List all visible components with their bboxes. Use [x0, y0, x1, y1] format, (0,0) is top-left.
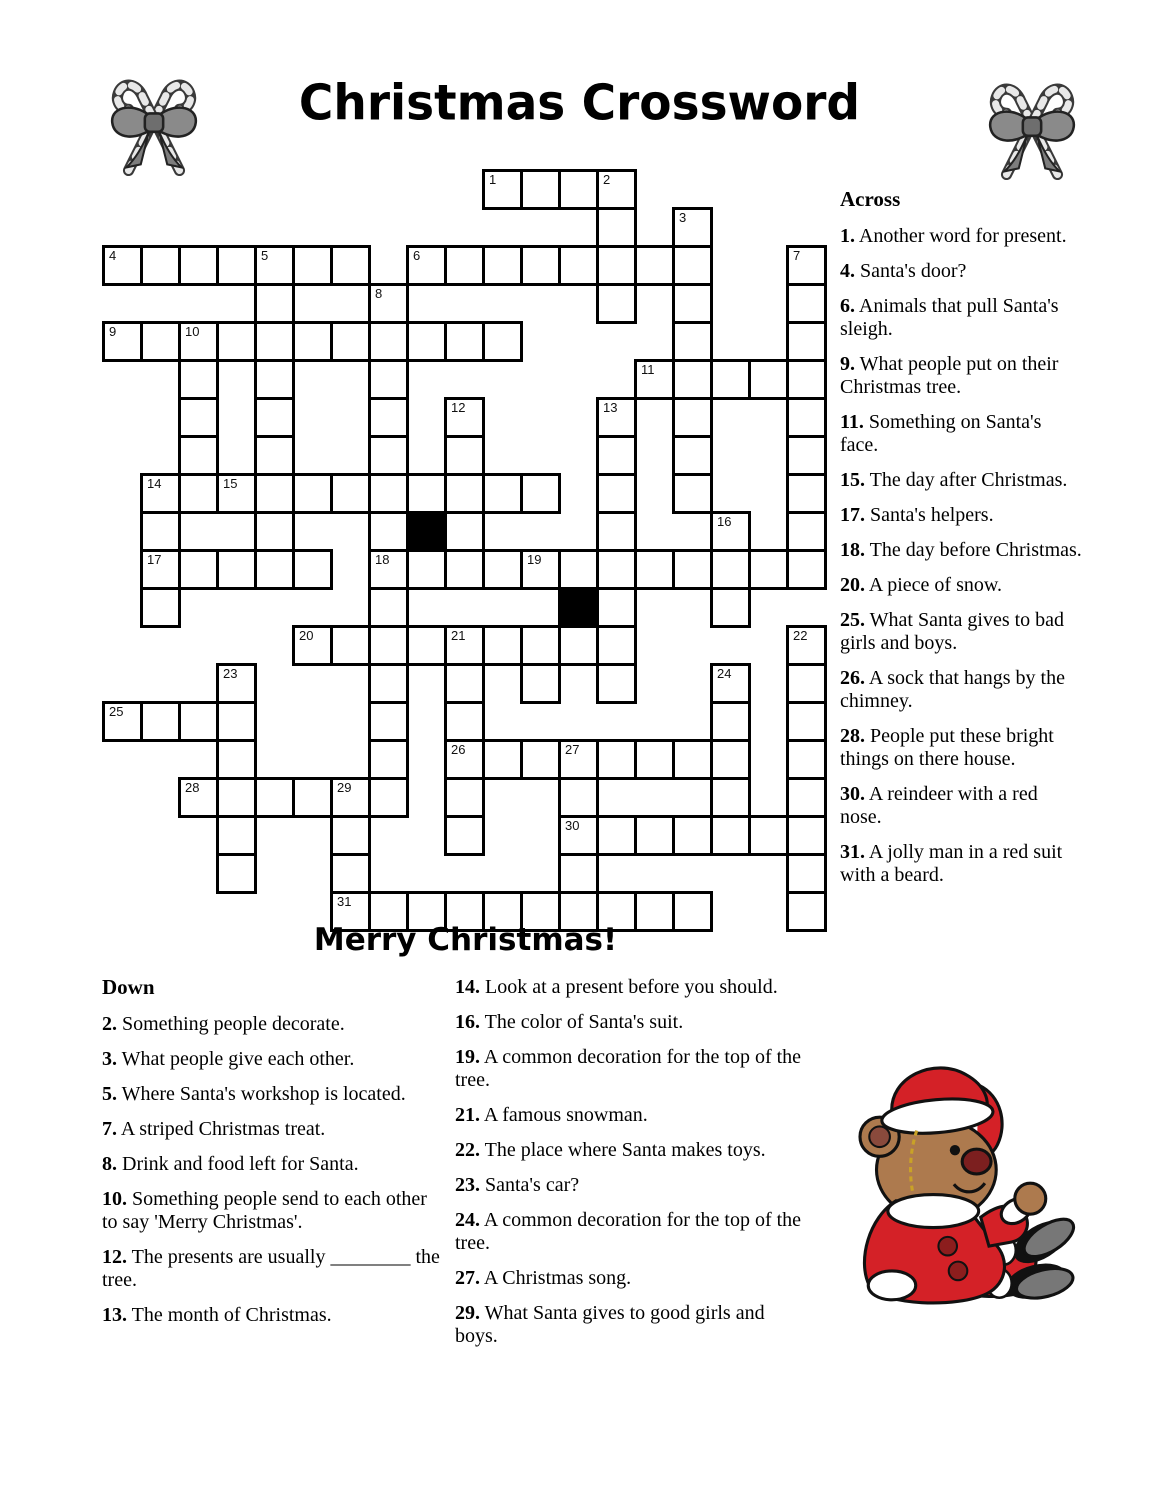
cell-number: 28 [185, 780, 200, 795]
clue-number: 7. [102, 1118, 117, 1140]
clue-number: 14. [455, 976, 480, 998]
grid-cell-black [558, 587, 599, 628]
cell-number: 16 [717, 514, 732, 529]
grid-cell[interactable] [786, 473, 827, 514]
grid-cell[interactable] [368, 549, 409, 590]
clue-number: 9. [840, 353, 855, 375]
grid-cell[interactable] [748, 815, 789, 856]
grid-cell[interactable] [672, 245, 713, 286]
clue-number: 5. [102, 1083, 117, 1105]
clue-3: 3. What people give each other. [102, 1048, 355, 1070]
grid-cell[interactable] [140, 511, 181, 552]
grid-cell[interactable] [444, 663, 485, 704]
grid-cell[interactable] [444, 245, 485, 286]
grid-cell[interactable] [710, 701, 751, 742]
grid-cell[interactable] [368, 321, 409, 362]
grid-cell[interactable] [786, 435, 827, 476]
clue-13: 13. The month of Christmas. [102, 1304, 332, 1326]
grid-cell[interactable] [216, 777, 257, 818]
across-clues-section [840, 188, 1082, 899]
grid-cell[interactable] [406, 473, 447, 514]
cell-number: 11 [641, 362, 655, 377]
clue-30: 30. A reindeer with a red nose. [840, 783, 1038, 828]
clue-9: 9. What people put on their Christmas tree. [840, 353, 1059, 398]
grid-cell[interactable] [558, 625, 599, 666]
grid-cell[interactable] [672, 207, 713, 248]
grid-cell[interactable] [558, 815, 599, 856]
clue-31: 31. A jolly man in a red suit with a beard. [840, 841, 1063, 886]
grid-cell[interactable] [482, 169, 523, 210]
grid-cell[interactable] [406, 549, 447, 590]
grid-cell[interactable] [140, 245, 181, 286]
grid-cell[interactable] [254, 245, 295, 286]
cell-number: 22 [793, 628, 808, 643]
cell-number: 20 [299, 628, 314, 643]
grid-cell[interactable] [786, 549, 827, 590]
grid-cell[interactable] [330, 815, 371, 856]
grid-cell[interactable] [786, 739, 827, 780]
grid-cell[interactable] [786, 853, 827, 894]
cell-number: 9 [109, 324, 117, 339]
clue-20: 20. A piece of snow. [840, 574, 1003, 596]
grid-cell[interactable] [368, 701, 409, 742]
grid-cell[interactable] [786, 511, 827, 552]
grid-cell[interactable] [254, 283, 295, 324]
clue-14: 14. Look at a present before you should. [455, 976, 778, 998]
grid-cell[interactable] [444, 397, 485, 438]
cell-number: 13 [603, 400, 618, 415]
grid-cell[interactable] [330, 625, 371, 666]
clue-number: 2. [102, 1013, 117, 1035]
grid-cell-black [406, 511, 447, 552]
grid-cell[interactable] [634, 815, 675, 856]
grid-cell[interactable] [710, 359, 751, 400]
grid-cell[interactable] [596, 435, 637, 476]
grid-cell[interactable] [786, 701, 827, 742]
across-clue-list [840, 225, 1082, 887]
clue-number: 19. [455, 1046, 480, 1068]
clue-number: 10. [102, 1188, 127, 1210]
grid-cell[interactable] [786, 283, 827, 324]
grid-cell[interactable] [596, 397, 637, 438]
grid-cell[interactable] [254, 435, 295, 476]
grid-cell[interactable] [786, 321, 827, 362]
cell-number: 7 [793, 248, 801, 263]
grid-cell[interactable] [140, 321, 181, 362]
grid-cell[interactable] [140, 473, 181, 514]
grid-cell[interactable] [406, 321, 447, 362]
grid-cell[interactable] [596, 739, 637, 780]
grid-cell[interactable] [672, 549, 713, 590]
cell-number: 21 [451, 628, 466, 643]
clue-26: 26. A sock that hangs by the chimney. [840, 667, 1065, 712]
clue-8: 8. Drink and food left for Santa. [102, 1153, 359, 1175]
clue-number: 24. [455, 1209, 480, 1231]
grid-cell[interactable] [216, 473, 257, 514]
grid-cell[interactable] [444, 435, 485, 476]
clue-number: 18. [840, 539, 865, 561]
down-heading: Down [102, 975, 155, 999]
clue-22: 22. The place where Santa makes toys. [455, 1139, 766, 1161]
grid-cell[interactable] [520, 473, 561, 514]
across-heading: Across [840, 187, 901, 211]
grid-cell[interactable] [254, 511, 295, 552]
grid-cell[interactable] [444, 739, 485, 780]
grid-cell[interactable] [748, 359, 789, 400]
grid-cell[interactable] [786, 663, 827, 704]
grid-cell[interactable] [216, 245, 257, 286]
grid-cell[interactable] [368, 359, 409, 400]
grid-cell[interactable] [292, 777, 333, 818]
grid-cell[interactable] [368, 663, 409, 704]
grid-cell[interactable] [368, 473, 409, 514]
grid-cell[interactable] [406, 245, 447, 286]
grid-cell[interactable] [672, 435, 713, 476]
grid-cell[interactable] [216, 853, 257, 894]
grid-cell[interactable] [216, 321, 257, 362]
grid-cell[interactable] [482, 245, 523, 286]
grid-cell[interactable] [368, 777, 409, 818]
grid-cell[interactable] [178, 701, 219, 742]
grid-cell[interactable] [292, 245, 333, 286]
clue-number: 28. [840, 725, 865, 747]
crossword-grid [102, 169, 829, 934]
clue-1: 1. Another word for present. [840, 225, 1067, 247]
grid-cell[interactable] [178, 245, 219, 286]
clue-29: 29. What Santa gives to good girls and boys. [455, 1302, 765, 1347]
grid-cell[interactable] [254, 359, 295, 400]
grid-cell[interactable] [444, 549, 485, 590]
grid-cell[interactable] [482, 625, 523, 666]
grid-cell[interactable] [482, 739, 523, 780]
grid-cell[interactable] [254, 549, 295, 590]
clue-23: 23. Santa's car? [455, 1174, 580, 1196]
grid-cell[interactable] [444, 815, 485, 856]
clue-number: 21. [455, 1104, 480, 1126]
grid-cell[interactable] [634, 359, 675, 400]
cell-number: 6 [413, 248, 421, 263]
grid-cell[interactable] [178, 321, 219, 362]
cell-number: 26 [451, 742, 466, 757]
cell-number: 2 [603, 172, 611, 187]
grid-cell[interactable] [444, 777, 485, 818]
grid-cell[interactable] [672, 321, 713, 362]
grid-cell[interactable] [102, 245, 143, 286]
cell-number: 4 [109, 248, 117, 263]
grid-cell[interactable] [216, 701, 257, 742]
clue-24: 24. A common decoration for the top of the tree. [455, 1209, 802, 1254]
grid-cell[interactable] [672, 473, 713, 514]
clue-number: 3. [102, 1048, 117, 1070]
cell-number: 8 [375, 286, 383, 301]
cell-number: 18 [375, 552, 390, 567]
grid-cell[interactable] [444, 701, 485, 742]
grid-cell[interactable] [292, 283, 371, 324]
grid-cell[interactable] [178, 397, 219, 438]
grid-cell[interactable] [672, 359, 713, 400]
clue-number: 12. [102, 1246, 127, 1268]
grid-cell[interactable] [178, 473, 219, 514]
clue-7: 7. A striped Christmas treat. [102, 1118, 326, 1140]
grid-cell[interactable] [292, 625, 333, 666]
clue-25: 25. What Santa gives to bad girls and boys. [840, 609, 1065, 654]
grid-cell[interactable] [520, 625, 561, 666]
cell-number: 27 [565, 742, 580, 757]
grid-cell[interactable] [748, 549, 789, 590]
grid-cell[interactable] [254, 473, 295, 514]
grid-cell[interactable] [596, 511, 637, 552]
cell-number: 12 [451, 400, 466, 415]
clue-number: 27. [455, 1267, 480, 1289]
clue-number: 22. [455, 1139, 480, 1161]
grid-cell[interactable] [482, 321, 523, 362]
grid-cell[interactable] [292, 321, 333, 362]
grid-cell[interactable] [558, 169, 599, 210]
clue-number: 4. [840, 260, 855, 282]
grid-cell[interactable] [330, 853, 371, 894]
grid-cell[interactable] [520, 663, 561, 704]
grid-cell[interactable] [786, 359, 827, 400]
grid-cell[interactable] [710, 549, 751, 590]
grid-cell[interactable] [178, 777, 219, 818]
candy-cane-bow-icon [976, 62, 1088, 180]
grid-cell[interactable] [520, 169, 561, 210]
clue-number: 17. [840, 504, 865, 526]
cell-number: 15 [223, 476, 238, 491]
clue-2: 2. Something people decorate. [102, 1013, 345, 1035]
clue-number: 20. [840, 574, 865, 596]
cell-number: 31 [337, 894, 352, 909]
grid-cell[interactable] [596, 207, 637, 248]
grid-cell[interactable] [710, 511, 751, 552]
clue-4: 4. Santa's door? [840, 260, 967, 282]
grid-cell[interactable] [520, 739, 561, 780]
santa-teddy-bear-image [838, 1048, 1076, 1306]
clue-27: 27. A Christmas song. [455, 1267, 632, 1289]
grid-cell[interactable] [444, 321, 485, 362]
clue-number: 11. [840, 411, 864, 433]
clue-number: 30. [840, 783, 865, 805]
down-clue-list-2 [455, 976, 805, 1348]
cell-number: 14 [147, 476, 162, 491]
grid-cell[interactable] [596, 283, 637, 324]
grid-cell[interactable] [520, 245, 561, 286]
cell-number: 5 [261, 248, 269, 263]
clue-11: 11. Something on Santa's face. [840, 411, 1042, 456]
grid-cell[interactable] [216, 815, 257, 856]
grid-cell[interactable] [672, 397, 713, 438]
grid-cell[interactable] [596, 473, 637, 514]
grid-cell[interactable] [102, 321, 143, 362]
down-clues-section [102, 976, 442, 1339]
clue-number: 13. [102, 1304, 127, 1326]
grid-cell[interactable] [330, 321, 371, 362]
grid-cell[interactable] [368, 397, 409, 438]
grid-cell[interactable] [216, 739, 257, 780]
cell-number: 1 [489, 172, 497, 187]
grid-cell[interactable] [596, 663, 637, 704]
grid-cell[interactable] [672, 815, 713, 856]
grid-cell[interactable] [444, 625, 485, 666]
down-clue-list-1 [102, 1013, 442, 1327]
clue-number: 29. [455, 1302, 480, 1324]
grid-cell[interactable] [368, 625, 409, 666]
grid-cell[interactable] [634, 245, 675, 286]
cell-number: 23 [223, 666, 238, 681]
cell-number: 24 [717, 666, 732, 681]
grid-cell[interactable] [596, 625, 637, 666]
grid-cell[interactable] [596, 549, 637, 590]
grid-cell[interactable] [786, 245, 827, 286]
grid-cell[interactable] [178, 549, 219, 590]
cell-number: 3 [679, 210, 687, 225]
cell-number: 10 [185, 324, 200, 339]
grid-caption: Merry Christmas! [313, 922, 618, 958]
cell-number: 30 [565, 818, 580, 833]
clue-17: 17. Santa's helpers. [840, 504, 994, 526]
grid-cell[interactable] [710, 815, 751, 856]
grid-cell[interactable] [482, 473, 523, 514]
grid-cell[interactable] [558, 739, 599, 780]
cell-number: 29 [337, 780, 352, 795]
clue-16: 16. The color of Santa's suit. [455, 1011, 684, 1033]
grid-cell[interactable] [444, 511, 485, 552]
grid-cell[interactable] [482, 549, 523, 590]
grid-cell[interactable] [216, 549, 257, 590]
grid-cell[interactable] [140, 701, 181, 742]
grid-cell[interactable] [140, 587, 181, 628]
grid-cell[interactable] [444, 473, 485, 514]
grid-cell[interactable] [786, 815, 827, 856]
clue-18: 18. The day before Christmas. [840, 539, 1082, 561]
page-title: Christmas Crossword [298, 74, 861, 133]
grid-cell[interactable] [786, 777, 827, 818]
grid-cell[interactable] [368, 435, 409, 476]
clue-10: 10. Something people send to each other to say 'Merry Christmas'. [102, 1188, 427, 1233]
grid-cell[interactable] [558, 777, 599, 818]
grid-cell[interactable] [596, 169, 637, 210]
grid-cell[interactable] [330, 245, 371, 286]
grid-cell[interactable] [368, 739, 409, 780]
candy-cane-bow-icon [98, 58, 210, 176]
grid-cell[interactable] [178, 435, 219, 476]
grid-cell[interactable] [558, 245, 599, 286]
grid-cell[interactable] [254, 777, 295, 818]
grid-cell[interactable] [368, 511, 409, 552]
grid-cell[interactable] [786, 625, 827, 666]
clue-number: 16. [455, 1011, 480, 1033]
grid-cell[interactable] [786, 397, 827, 438]
grid-cell[interactable] [330, 473, 371, 514]
grid-cell[interactable] [634, 549, 675, 590]
grid-cell[interactable] [710, 739, 751, 780]
grid-cell[interactable] [178, 359, 219, 400]
clue-number: 31. [840, 841, 865, 863]
cell-number: 19 [527, 552, 542, 567]
clue-number: 25. [840, 609, 865, 631]
cell-number: 17 [147, 552, 162, 567]
clue-number: 8. [102, 1153, 117, 1175]
grid-cell[interactable] [558, 549, 599, 590]
grid-cell[interactable] [216, 663, 257, 704]
grid-cell[interactable] [596, 587, 637, 628]
clue-28: 28. People put these bright things on there house. [840, 725, 1054, 770]
grid-cell[interactable] [596, 245, 637, 286]
grid-cell[interactable] [292, 473, 333, 514]
grid-cell[interactable] [558, 853, 599, 894]
clue-5: 5. Where Santa's workshop is located. [102, 1083, 406, 1105]
clue-21: 21. A famous snowman. [455, 1104, 648, 1126]
grid-cell[interactable] [406, 625, 447, 666]
grid-cell[interactable] [102, 701, 143, 742]
grid-cell[interactable] [634, 739, 675, 780]
grid-cell[interactable] [254, 397, 295, 438]
grid-cell[interactable] [710, 777, 751, 818]
grid-cell[interactable] [672, 739, 713, 780]
down-clues-section-2 [455, 976, 805, 1360]
clue-6: 6. Animals that pull Santa's sleigh. [840, 295, 1059, 340]
grid-cell[interactable] [672, 283, 713, 324]
grid-cell[interactable] [368, 283, 409, 324]
clue-number: 23. [455, 1174, 480, 1196]
clue-number: 1. [840, 225, 855, 247]
clue-number: 15. [840, 469, 865, 491]
clue-number: 26. [840, 667, 865, 689]
grid-cell[interactable] [368, 587, 409, 628]
grid-cell[interactable] [292, 549, 333, 590]
grid-cell[interactable] [596, 815, 637, 856]
grid-cell[interactable] [520, 549, 561, 590]
grid-cell[interactable] [140, 549, 181, 590]
cell-number: 25 [109, 704, 124, 719]
grid-cell[interactable] [710, 663, 751, 704]
clue-15: 15. The day after Christmas. [840, 469, 1068, 491]
clue-12: 12. The presents are usually ________ the tree. [102, 1246, 440, 1291]
grid-cell[interactable] [254, 321, 295, 362]
clue-number: 6. [840, 295, 855, 317]
clue-19: 19. A common decoration for the top of the tree. [455, 1046, 802, 1091]
grid-cell[interactable] [330, 777, 371, 818]
grid-cell[interactable] [710, 587, 751, 628]
